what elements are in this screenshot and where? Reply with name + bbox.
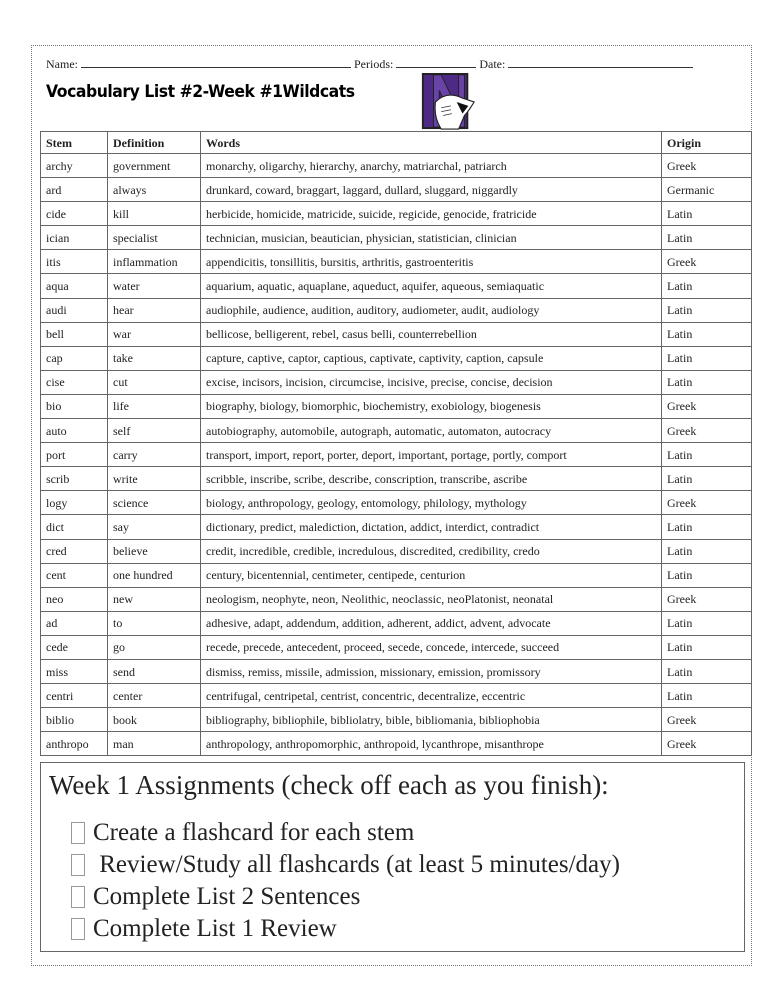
- table-row: [41, 539, 752, 563]
- cell-stem: centri: [41, 684, 108, 708]
- cell-stem: cede: [41, 635, 108, 659]
- cell-words: technician, musician, beautician, physician, statistician, clinician: [201, 226, 662, 250]
- table-header-row: [41, 132, 752, 154]
- cell-definition: center: [108, 684, 201, 708]
- cell-origin: Latin: [662, 370, 752, 394]
- cell-stem: archy: [41, 154, 108, 178]
- table-row: [41, 419, 752, 443]
- cell-words: scribble, inscribe, scribe, describe, conscription, transcribe, ascribe: [201, 467, 662, 491]
- cell-words: bellicose, belligerent, rebel, casus belli, counterrebellion: [201, 322, 662, 346]
- checklist-item: [71, 881, 620, 913]
- cell-words: bibliography, bibliophile, bibliolatry, bible, bibliomania, bibliophobia: [201, 708, 662, 732]
- table-row: [41, 587, 752, 611]
- cell-words: centrifugal, centripetal, centrist, concentric, decentralize, eccentric: [201, 684, 662, 708]
- cell-definition: war: [108, 322, 201, 346]
- cell-stem: ician: [41, 226, 108, 250]
- table-row: [41, 322, 752, 346]
- cell-stem: aqua: [41, 274, 108, 298]
- cell-origin: Latin: [662, 563, 752, 587]
- table-row: [41, 684, 752, 708]
- table-row: [41, 491, 752, 515]
- cell-stem: port: [41, 443, 108, 467]
- cell-words: biology, anthropology, geology, entomology, philology, mythology: [201, 491, 662, 515]
- cell-words: aquarium, aquatic, aquaplane, aqueduct, aquifer, aqueous, semiaquatic: [201, 274, 662, 298]
- cell-stem: auto: [41, 419, 108, 443]
- cell-definition: write: [108, 467, 201, 491]
- table-row: [41, 346, 752, 370]
- cell-definition: self: [108, 419, 201, 443]
- cell-stem: ad: [41, 611, 108, 635]
- cell-definition: book: [108, 708, 201, 732]
- table-row: [41, 659, 752, 683]
- table-row: [41, 178, 752, 202]
- cell-stem: logy: [41, 491, 108, 515]
- table-row: [41, 250, 752, 274]
- cell-origin: Greek: [662, 587, 752, 611]
- checklist-item: [71, 817, 620, 849]
- cell-words: dismiss, remiss, missile, admission, missionary, emission, promissory: [201, 659, 662, 683]
- cell-origin: Greek: [662, 708, 752, 732]
- cell-origin: Latin: [662, 611, 752, 635]
- cell-origin: Latin: [662, 467, 752, 491]
- checkbox[interactable]: [71, 822, 85, 844]
- vocabulary-table: [40, 131, 752, 756]
- cell-stem: cred: [41, 539, 108, 563]
- checkbox[interactable]: [71, 854, 85, 876]
- cell-definition: send: [108, 659, 201, 683]
- cell-definition: one hundred: [108, 563, 201, 587]
- table-row: [41, 611, 752, 635]
- cell-definition: always: [108, 178, 201, 202]
- table-body: [41, 154, 752, 756]
- wildcat-logo-icon: [419, 73, 477, 131]
- cell-definition: take: [108, 346, 201, 370]
- cell-definition: to: [108, 611, 201, 635]
- cell-words: century, bicentennial, centimeter, centipede, centurion: [201, 563, 662, 587]
- cell-origin: Latin: [662, 443, 752, 467]
- worksheet-page: [31, 45, 752, 966]
- checklist-item-label: Complete List 2 Sentences: [93, 883, 361, 910]
- checklist-item: [71, 913, 620, 945]
- cell-definition: science: [108, 491, 201, 515]
- cell-definition: government: [108, 154, 201, 178]
- cell-origin: Latin: [662, 274, 752, 298]
- cell-words: capture, captive, captor, captious, captivate, captivity, caption, capsule: [201, 346, 662, 370]
- cell-words: drunkard, coward, braggart, laggard, dullard, sluggard, niggardly: [201, 178, 662, 202]
- table-row: [41, 732, 752, 756]
- cell-origin: Latin: [662, 515, 752, 539]
- table-row: [41, 226, 752, 250]
- cell-stem: audi: [41, 298, 108, 322]
- checkbox[interactable]: [71, 886, 85, 908]
- cell-words: biography, biology, biomorphic, biochemistry, exobiology, biogenesis: [201, 394, 662, 418]
- name-label: Name:: [46, 57, 78, 71]
- cell-stem: dict: [41, 515, 108, 539]
- cell-definition: believe: [108, 539, 201, 563]
- cell-origin: Latin: [662, 659, 752, 683]
- cell-stem: cap: [41, 346, 108, 370]
- cell-words: anthropology, anthropomorphic, anthropoid, lycanthrope, misanthrope: [201, 732, 662, 756]
- cell-stem: biblio: [41, 708, 108, 732]
- cell-origin: Greek: [662, 419, 752, 443]
- table-row: [41, 370, 752, 394]
- cell-origin: Greek: [662, 250, 752, 274]
- table-row: [41, 515, 752, 539]
- cell-stem: cise: [41, 370, 108, 394]
- cell-definition: hear: [108, 298, 201, 322]
- column-header-origin: Origin: [662, 132, 752, 154]
- cell-words: monarchy, oligarchy, hierarchy, anarchy, matriarchal, patriarch: [201, 154, 662, 178]
- cell-definition: carry: [108, 443, 201, 467]
- cell-origin: Latin: [662, 298, 752, 322]
- cell-stem: neo: [41, 587, 108, 611]
- cell-definition: man: [108, 732, 201, 756]
- cell-origin: Greek: [662, 394, 752, 418]
- date-field[interactable]: [508, 56, 693, 68]
- cell-stem: cent: [41, 563, 108, 587]
- cell-words: autobiography, automobile, autograph, automatic, automaton, autocracy: [201, 419, 662, 443]
- cell-words: excise, incisors, incision, circumcise, incisive, precise, concise, decision: [201, 370, 662, 394]
- column-header-words: Words: [201, 132, 662, 154]
- table-row: [41, 202, 752, 226]
- date-label: Date:: [479, 57, 506, 71]
- cell-definition: water: [108, 274, 201, 298]
- cell-stem: bio: [41, 394, 108, 418]
- table-row: [41, 443, 752, 467]
- cell-origin: Greek: [662, 732, 752, 756]
- table-row: [41, 298, 752, 322]
- cell-stem: cide: [41, 202, 108, 226]
- checklist-item-label: Review/Study all flashcards (at least 5 minutes/day): [93, 851, 620, 878]
- name-field[interactable]: [81, 56, 351, 68]
- table-row: [41, 154, 752, 178]
- cell-origin: Latin: [662, 346, 752, 370]
- cell-definition: cut: [108, 370, 201, 394]
- cell-definition: say: [108, 515, 201, 539]
- checklist-item: [71, 849, 620, 881]
- column-header-stem: Stem: [41, 132, 108, 154]
- cell-origin: Germanic: [662, 178, 752, 202]
- cell-words: audiophile, audience, audition, auditory, audiometer, audit, audiology: [201, 298, 662, 322]
- cell-words: credit, incredible, credible, incredulous, discredited, credibility, credo: [201, 539, 662, 563]
- cell-words: appendicitis, tonsillitis, bursitis, arthritis, gastroenteritis: [201, 250, 662, 274]
- cell-definition: new: [108, 587, 201, 611]
- cell-words: herbicide, homicide, matricide, suicide, regicide, genocide, fratricide: [201, 202, 662, 226]
- checklist-item-label: Complete List 1 Review: [93, 915, 337, 942]
- cell-stem: anthropo: [41, 732, 108, 756]
- cell-origin: Latin: [662, 539, 752, 563]
- page-title: Vocabulary List #2-Week #1Wildcats: [46, 82, 355, 102]
- cell-origin: Greek: [662, 491, 752, 515]
- cell-stem: itis: [41, 250, 108, 274]
- cell-definition: specialist: [108, 226, 201, 250]
- cell-definition: life: [108, 394, 201, 418]
- cell-words: dictionary, predict, malediction, dictation, addict, interdict, contradict: [201, 515, 662, 539]
- cell-definition: go: [108, 635, 201, 659]
- student-info-line: [46, 56, 693, 71]
- checklist-item-label: Create a flashcard for each stem: [93, 819, 415, 846]
- column-header-definition: Definition: [108, 132, 201, 154]
- cell-stem: ard: [41, 178, 108, 202]
- cell-origin: Latin: [662, 684, 752, 708]
- cell-stem: miss: [41, 659, 108, 683]
- assignments-box: [40, 762, 745, 952]
- table-row: [41, 274, 752, 298]
- cell-origin: Latin: [662, 202, 752, 226]
- table-row: [41, 635, 752, 659]
- cell-origin: Latin: [662, 635, 752, 659]
- assignments-title: Week 1 Assignments (check off each as you finish):: [49, 770, 609, 800]
- cell-definition: kill: [108, 202, 201, 226]
- cell-stem: bell: [41, 322, 108, 346]
- assignments-checklist: [71, 817, 620, 945]
- cell-words: adhesive, adapt, addendum, addition, adherent, addict, advent, advocate: [201, 611, 662, 635]
- cell-definition: inflammation: [108, 250, 201, 274]
- table-row: [41, 467, 752, 491]
- cell-origin: Latin: [662, 322, 752, 346]
- table-row: [41, 563, 752, 587]
- checkbox[interactable]: [71, 918, 85, 940]
- cell-stem: scrib: [41, 467, 108, 491]
- periods-field[interactable]: [396, 56, 476, 68]
- cell-words: recede, precede, antecedent, proceed, secede, concede, intercede, succeed: [201, 635, 662, 659]
- cell-origin: Latin: [662, 226, 752, 250]
- cell-words: transport, import, report, porter, deport, important, portage, portly, comport: [201, 443, 662, 467]
- cell-words: neologism, neophyte, neon, Neolithic, neoclassic, neoPlatonist, neonatal: [201, 587, 662, 611]
- table-row: [41, 394, 752, 418]
- cell-origin: Greek: [662, 154, 752, 178]
- table-row: [41, 708, 752, 732]
- periods-label: Periods:: [354, 57, 394, 71]
